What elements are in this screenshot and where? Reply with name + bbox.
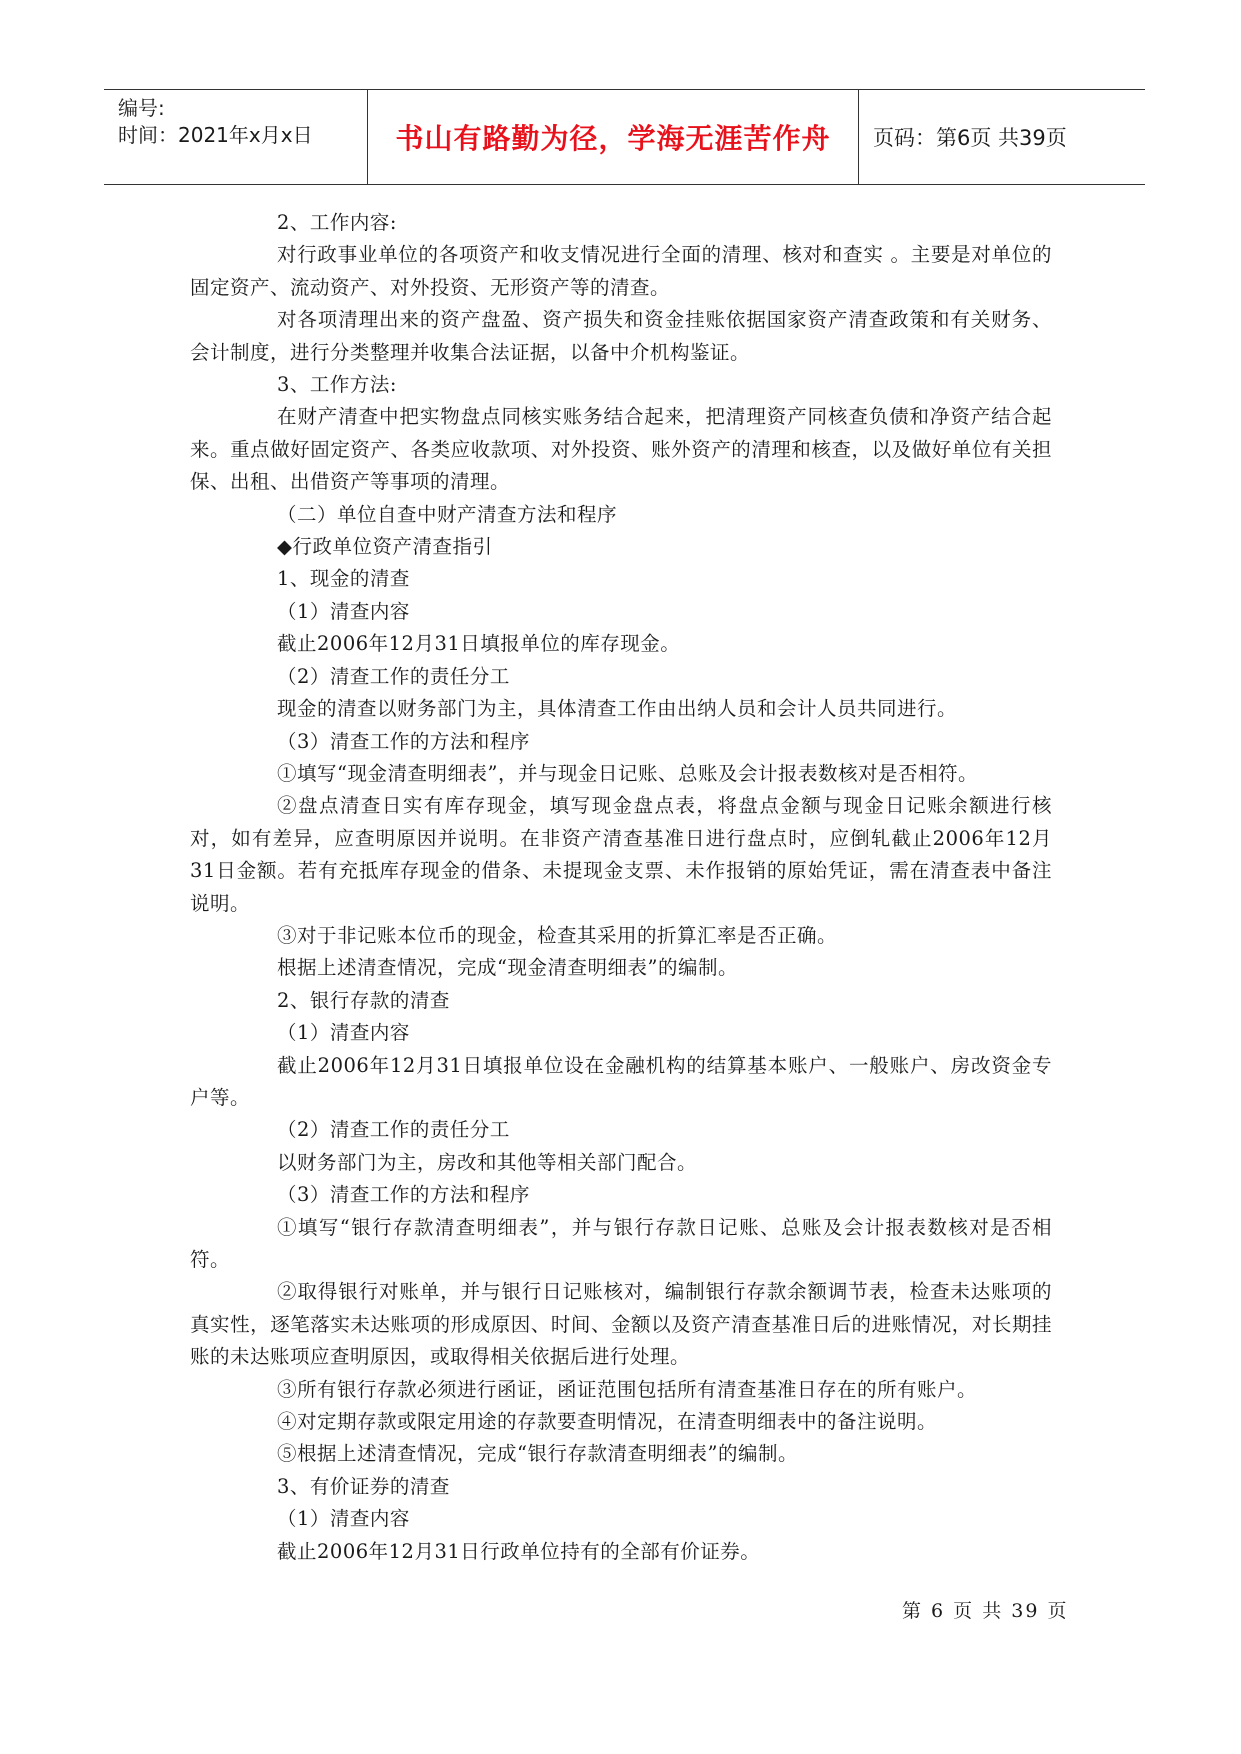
paragraph: ①填写“现金清查明细表”，并与现金日记账、总账及会计报表数核对是否相符。 (277, 761, 978, 785)
paragraph: 对行政事业单位的各项资产和收支情况进行全面的清理、核对和查实 。主要是对单位的固定资产、流动资产、对外投资、无形资产等的清查。 (190, 243, 1052, 299)
header-page-number: 页码：第6页 共39页 (873, 126, 1067, 150)
paragraph: （3）清查工作的方法和程序 (277, 729, 530, 753)
paragraph: ④对定期存款或限定用途的存款要查明情况，在清查明细表中的备注说明。 (277, 1410, 938, 1434)
paragraph: 在财产清查中把实物盘点同核实账务结合起来，把清理资产同核查负债和净资产结合起来。重点做好固定资产、各类应收款项、对外投资、账外资产的清理和核查，以及做好单位有关担保、出租、出借资产等事项的清理。 (190, 405, 1052, 494)
paragraph: （2）清查工作的责任分工 (277, 1118, 510, 1142)
document-number-label: 编号: (118, 96, 165, 120)
paragraph: 根据上述清查情况，完成“现金清查明细表”的编制。 (277, 956, 738, 980)
paragraph: 截止2006年12月31日填报单位的库存现金。 (277, 632, 681, 656)
paragraph: 3、有价证券的清查 (277, 1474, 450, 1498)
paragraph: 2、工作内容: (277, 211, 397, 234)
paragraph: ③对于非记账本位币的现金，检查其采用的折算汇率是否正确。 (277, 923, 838, 947)
document-body (190, 207, 1052, 1568)
paragraph: ③所有银行存款必须进行函证，函证范围包括所有清查基准日存在的所有账户。 (277, 1377, 978, 1401)
paragraph: （2）清查工作的责任分工 (277, 664, 510, 688)
paragraph: ②盘点清查日实有库存现金，填写现金盘点表，将盘点金额与现金日记账余额进行核对，如有差异，应查明原因并说明。在非资产清查基准日进行盘点时，应倒轧截止2006年12月31日金额。若有充抵库存现金的借条、未提现金支票、未作报销的原始凭证，需在清查表中备注说明。 (190, 794, 1052, 915)
paragraph: ②取得银行对账单，并与银行日记账核对，编制银行存款余额调节表，检查未达账项的真实性，逐笔落实未达账项的形成原因、时间、金额以及资产清查基准日后的进账情况，对长期挂账的未达账项应查明原因，或取得相关依据后进行处理。 (190, 1280, 1052, 1369)
paragraph: （二）单位自查中财产清查方法和程序 (277, 502, 618, 526)
paragraph: 截止2006年12月31日填报单位设在金融机构的结算基本账户、一般账户、房改资金专户等。 (190, 1053, 1052, 1109)
paragraph: ①填写“银行存款清查明细表”，并与银行存款日记账、总账及会计报表数核对是否相符。 (190, 1215, 1052, 1271)
paragraph: 3、工作方法: (277, 373, 397, 397)
paragraph: （1）清查内容 (277, 1021, 410, 1045)
document-time-label: 时间：2021年x月x日 (118, 123, 313, 147)
paragraph: 现金的清查以财务部门为主，具体清查工作由出纳人员和会计人员共同进行。 (277, 697, 958, 721)
paragraph: 截止2006年12月31日行政单位持有的全部有价证券。 (277, 1539, 761, 1563)
paragraph: 2、银行存款的清查 (277, 988, 450, 1012)
paragraph: 对各项清理出来的资产盘盈、资产损失和资金挂账依据国家资产清查政策和有关财务、会计制度，进行分类整理并收集合法证据，以备中介机构鉴证。 (190, 308, 1052, 364)
paragraph: ⑤根据上述清查情况，完成“银行存款清查明细表”的编制。 (277, 1442, 798, 1466)
header-meta (104, 90, 368, 184)
page-footer: 第 6 页 共 39 页 (902, 1600, 1069, 1622)
page-header (104, 89, 1145, 185)
paragraph: 以财务部门为主，房改和其他等相关部门配合。 (277, 1150, 698, 1174)
paragraph: （1）清查内容 (277, 599, 410, 623)
paragraph: （1）清查内容 (277, 1507, 410, 1531)
paragraph: 1、现金的清查 (277, 567, 410, 591)
paragraph: ◆行政单位资产清查指引 (277, 535, 493, 559)
paragraph: （3）清查工作的方法和程序 (277, 1183, 530, 1207)
header-motto: 书山有路勤为径，学海无涯苦作舟 (368, 90, 859, 184)
